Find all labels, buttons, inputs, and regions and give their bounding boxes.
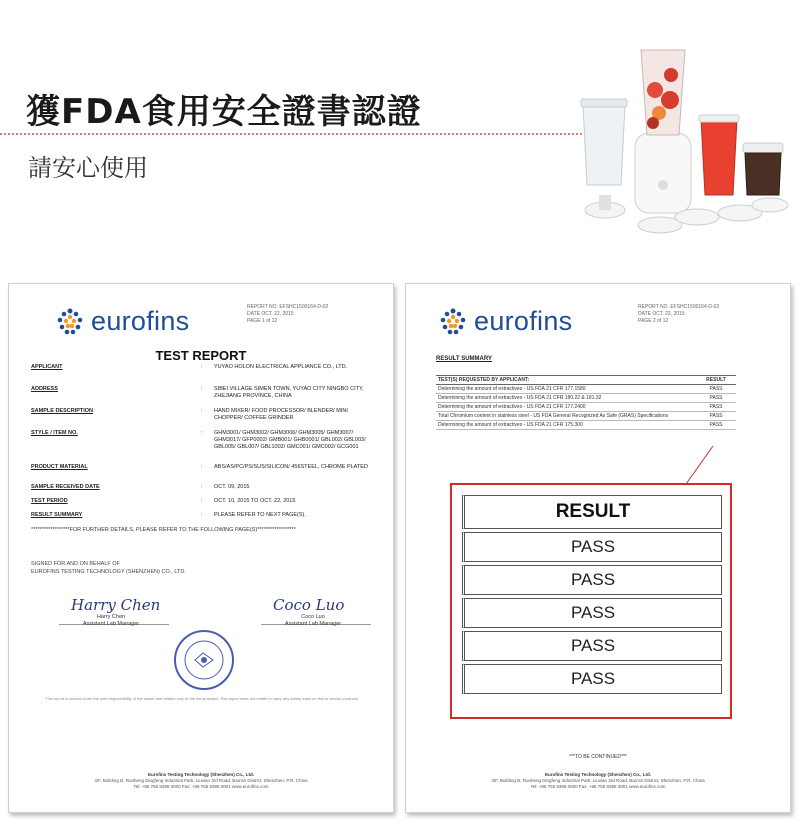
field-value: SIBEI VILLAGE SIMEN TOWN, YUYAO CITY NINGBO CITY, ZHEJIANG PROVINCE, CHINA [214, 386, 364, 399]
signatory-name: Harry Chen [96, 614, 126, 620]
result-highlight-row: PASS [462, 532, 722, 562]
signatory-harry-chen [71, 614, 151, 628]
result-highlight-table [462, 495, 722, 694]
test-report-page-2 [405, 283, 791, 813]
signed-for-text: SIGNED FOR AND ON BEHALF OF [31, 561, 120, 567]
result-highlight-row: PASS [462, 598, 722, 628]
field-label: STYLE / ITEM NO. [31, 430, 78, 436]
report-number: REPORT NO. EFSHC1500164-D-02 [638, 304, 720, 310]
signatory-title: Assistant Lab Manager [82, 621, 140, 627]
test-name: Determining the amount of extractives - US FDA 21 CFR 180.22 & 181.32 [436, 394, 696, 403]
report-date: DATE OCT. 22, 2015 [247, 311, 294, 317]
footer-address: 4/F, Building B, Runheng Dingfeng Industrial Park, Liuxian 3rd Road, Bao'an District, Shenzhen, P.R. China [94, 778, 308, 783]
signatory-title: Assistant Lab Manager [284, 621, 342, 627]
result-highlight-row: PASS [462, 664, 722, 694]
result-highlight-box [450, 483, 732, 719]
signed-on-behalf [31, 560, 186, 576]
report-page: PAGE 1 of 12 [247, 318, 278, 324]
table-header-test: TEST(S) REQUESTED BY APPLICANT: [436, 376, 696, 385]
report-title: TEST REPORT [155, 348, 247, 363]
further-details-note: ******************FOR FURTHER DETAILS, PLEASE REFER TO THE FOLLOWING PAGE(S)****************** [31, 527, 296, 533]
field-value: OCT. 10, 2015 TO OCT. 22, 2015 [214, 498, 296, 504]
footer-address: 4/F, Building B, Runheng Dingfeng Industrial Park, Liuxian 3rd Road, Bao'an District, Shenzhen, P.R. China [491, 778, 705, 783]
table-header-result: RESULT [696, 376, 736, 385]
to-be-continued-note: ***TO BE CONTINUED*** [569, 754, 627, 760]
title-divider [0, 133, 590, 135]
footer-contact: Tel: +86 755 8398 0000 Fax: +86 755 8398 0001 www.eurofins.com [133, 784, 269, 789]
field-value: PLEASE REFER TO NEXT PAGE(S). [214, 512, 306, 518]
report-disclaimer: This report is issued under the sole responsibility of the issuer and relates only to the items tested. This report does not entitle to carry any safety mark on this or similar products. [45, 696, 359, 701]
field-value: OCT. 09, 2015 [214, 484, 250, 490]
eurofins-logo-icon [55, 307, 85, 337]
test-result: PASS [696, 385, 736, 394]
page-footer [9, 772, 393, 790]
field-label: ADDRESS [31, 386, 58, 392]
result-highlight-header: RESULT [462, 495, 722, 529]
test-name: Determining the amount of extractives - US FDA 21 CFR 177.2400 [436, 403, 696, 412]
company-seal-stamp [173, 629, 235, 691]
footer-contact: Tel: +86 755 8398 0000 Fax: +86 755 8398 0001 www.eurofins.com [530, 784, 666, 789]
footer-company: Eurofins Testing Technology (Shenzhen) Co., Ltd. [544, 772, 652, 777]
test-result: PASS [696, 403, 736, 412]
signature-coco-luo: Coco Luo [273, 596, 345, 614]
field-value: HAND MIXER/ FOOD PROCESSOR/ BLENDER/ MINI CHOPPER/ COFFEE GRINDER [214, 408, 348, 421]
test-result: PASS [696, 394, 736, 403]
report-number: REPORT NO. EFSHC1500164-D-02 [247, 304, 329, 310]
test-result: PASS [696, 421, 736, 430]
field-label: RESULT SUMMARY [31, 512, 83, 518]
test-name: Total Chromium content in stainless steel - US FDA General Recognized As Safe (GRAS) Specifications [436, 412, 696, 421]
field-label: SAMPLE RECEIVED DATE [31, 484, 100, 490]
field-label: PRODUCT MATERIAL [31, 464, 88, 470]
page-footer [406, 772, 790, 790]
result-highlight-row: PASS [462, 565, 722, 595]
field-value: YUYAO HOLON ELECTRICAL APPLIANCE CO., LTD. [214, 364, 348, 370]
signatory-coco-luo [273, 614, 353, 628]
signatory-name: Coco Luo [301, 614, 325, 620]
field-label: TEST PERIOD [31, 498, 68, 504]
field-value: GHM3001/ GHM3002/ GHM3006/ GHM3005/ GHM3007/ GHM3017/ GFP0002/ GMB001/ GHB0001/ GBL002/ GBL003/ GBL005/ GBL007/ GBL1002/ GMC001/ GMC002/ GCG001 [214, 430, 366, 450]
eurofins-logo-text: eurofins [91, 306, 190, 336]
field-value: ABS/AS/PC/PS/SUS/SILICON/ 456STEEL, CHROME PLATED [214, 464, 368, 470]
test-result: PASS [696, 412, 736, 421]
report-meta [247, 304, 328, 325]
signature-harry-chen: Harry Chen [71, 596, 161, 614]
test-name: Determining the amount of extractives - US FDA 21 CFR 175.300 [436, 421, 696, 430]
test-name: Determining the amount of extractives - US FDA 21 CFR 177.1580 [436, 385, 696, 394]
footer-company: Eurofins Testing Technology (Shenzhen) Co., Ltd. [147, 772, 255, 777]
result-summary-heading: RESULT SUMMARY [436, 356, 492, 362]
page-subtitle: 請安心使用 [28, 154, 148, 182]
test-report-page-1: eurofins REPORT NO. EFSHC1500164-D-02 DATE OCT. 22, 2015 PAGE 1 of 12 TEST REPORT APPLICANT : YUYAO HOLON ELECTRICAL APPLIANCE CO., LTD. ADDRESS : SIBEI VILLAGE SIMEN TOWN, YUYAO CITY NINGBO CITY, ZHEJIANG PROVINCE, CHINA SAMPLE DESCRIPTION : HAND MIXER/ FOOD PROCESSOR/ BLENDER/ MINI CHOPPER/ COFFEE GRINDER STYLE / ITEM NO. : GHM3001/ GHM3002/ GHM3006/ GHM3005/ GHM3007/ GHM3017/ GFP0002/ GMB001/ GHB0001/ GBL002/ GBL003/ GBL005/ GBL007/ GBL1002/ GMC001/ GMC002/ GCG001 PRODUCT MATERIAL : ABS/AS/PC/PS/SUS/SILICON/ 456STEEL, CHROME PLATED SAMPLE RECEIVED DATE : OCT. 09, 2015 TEST PERIOD : OCT. 10, 2015 TO OCT. 22, 2015 RESULT SUMMARY : PLEASE REFER TO NEXT PAGE(S). ******************FOR FURTHER DETAILS, PLEASE REFER TO THE FOLLOWING PAGE(S)****************** SIGNED FOR AND ON BEHALF OF EUROFINS TESTING TECHNOLOGY (SHENZHEN) CO., LTD. Harry Chen Coco Luo Harry Chen Assistant Lab Manager Coco Luo Assistant Lab Manager This report is issued under the sole responsibility of the issuer and relates only to the items tested. This report does not entitle to carry any safety mark on this or similar products. Eurofins Testing Technology (Shenzhen) Co., Ltd. 4/F, Building B, Runheng Dingfeng Industrial Park, Liuxian 3rd Road, Bao'an District, Shenzhen, P.R. China Tel: +86 755 8398 0000 Fax: +86 755 8398 0001 www.eurofins.com [8, 283, 394, 813]
field-label: SAMPLE DESCRIPTION [31, 408, 94, 414]
blender-product-image [575, 45, 790, 245]
result-highlight-row: PASS [462, 631, 722, 661]
field-label: APPLICANT [31, 364, 63, 370]
signed-company-text: EUROFINS TESTING TECHNOLOGY (SHENZHEN) CO., LTD. [31, 569, 186, 575]
eurofins-logo-text: eurofins [474, 306, 573, 336]
eurofins-logo [55, 306, 189, 337]
report-page: PAGE 2 of 12 [638, 318, 669, 324]
report-date: DATE OCT. 22, 2015 [638, 311, 685, 317]
page-title: 獲FDA食用安全證書認證 [26, 92, 422, 132]
